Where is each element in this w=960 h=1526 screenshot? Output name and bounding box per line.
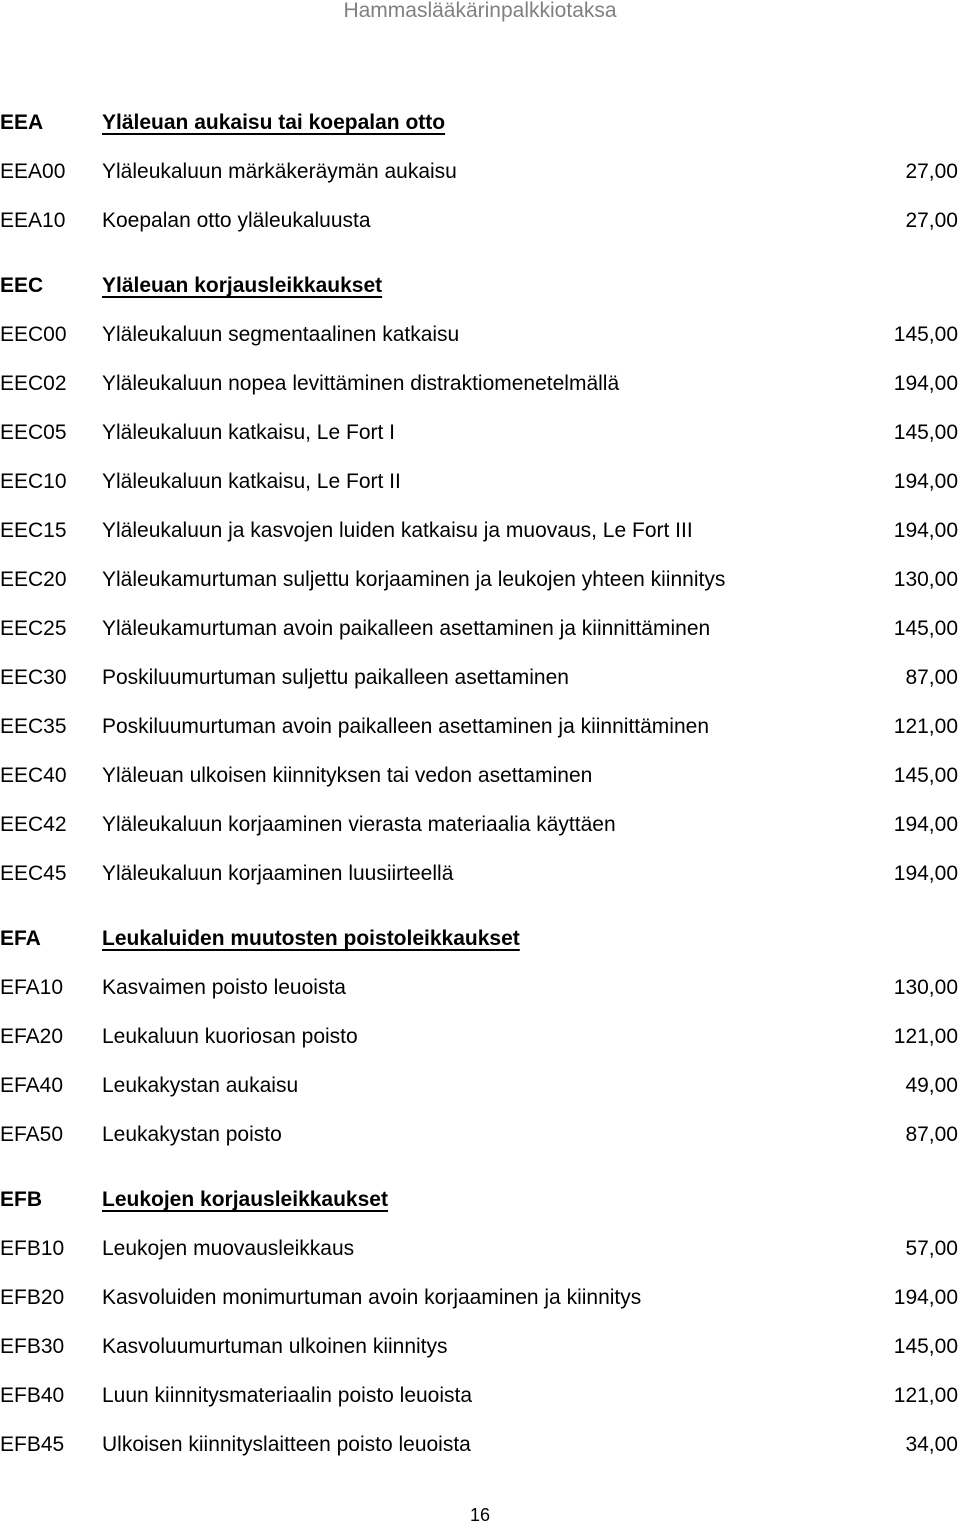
procedure-price: 145,00 [893,764,958,787]
procedure-description: Ulkoisen kiinnityslaitteen poisto leuoista [102,1433,471,1456]
procedure-description: Poskiluumurtuman suljettu paikalleen asettaminen [102,666,569,689]
procedure-price: 145,00 [893,421,958,444]
procedure-price: 145,00 [893,323,958,346]
fee-row [0,800,960,849]
procedure-price: 27,00 [905,160,958,183]
procedure-price: 34,00 [905,1433,958,1456]
procedure-description: Yläleukaluun katkaisu, Le Fort II [102,470,401,493]
procedure-code: EEC42 [0,813,67,836]
procedure-description: Yläleukaluun nopea levittäminen distraktiomenetelmällä [102,372,620,395]
section-heading [0,1175,960,1224]
section-efa [0,914,960,1159]
procedure-description: Leukojen muovausleikkaus [102,1237,355,1260]
procedure-description: Yläleukaluun märkäkeräymän aukaisu [102,160,457,183]
section-code: EFA [0,927,41,950]
page-number: 16 [469,1505,491,1525]
procedure-price: 57,00 [905,1237,958,1260]
procedure-code: EEC35 [0,715,67,738]
procedure-description: Kasvaimen poisto leuoista [102,976,346,999]
section-heading [0,261,960,310]
fee-row [0,702,960,751]
procedure-description: Yläleukaluun korjaaminen luusiirteellä [102,862,454,885]
fee-row [0,1420,960,1469]
procedure-description: Luun kiinnitysmateriaalin poisto leuoista [102,1384,473,1407]
procedure-price: 87,00 [905,666,958,689]
fee-row [0,1061,960,1110]
procedure-description: Yläleuan ulkoisen kiinnityksen tai vedon asettaminen [102,764,593,787]
procedure-price: 130,00 [893,568,958,591]
procedure-price: 145,00 [893,617,958,640]
fee-row [0,1273,960,1322]
section-eec [0,261,960,898]
procedure-price: 194,00 [893,862,958,885]
procedure-description: Yläleukamurtuman suljettu korjaaminen ja leukojen yhteen kiinnitys [102,568,726,591]
procedure-code: EEC40 [0,764,67,787]
procedure-description: Yläleukaluun katkaisu, Le Fort I [102,421,395,444]
section-code: EEA [0,111,44,134]
procedure-description: Yläleukaluun ja kasvojen luiden katkaisu ja muovaus, Le Fort III [102,519,693,542]
fee-row [0,147,960,196]
fee-row [0,555,960,604]
procedure-code: EEC30 [0,666,67,689]
procedure-code: EEC02 [0,372,67,395]
procedure-code: EEC20 [0,568,67,591]
fee-row [0,310,960,359]
fee-row [0,653,960,702]
procedure-code: EFA50 [0,1123,64,1146]
procedure-price: 49,00 [905,1074,958,1097]
procedure-price: 194,00 [893,372,958,395]
procedure-description: Koepalan otto yläleukaluusta [102,209,371,232]
fee-row [0,359,960,408]
procedure-description: Leukakystan poisto [102,1123,282,1146]
fee-row [0,963,960,1012]
procedure-price: 194,00 [893,519,958,542]
procedure-price: 121,00 [893,1025,958,1048]
fee-row [0,604,960,653]
section-heading [0,98,960,147]
section-code: EFB [0,1188,42,1211]
procedure-code: EFA20 [0,1025,64,1048]
section-title: Leukaluiden muutosten poistoleikkaukset [102,927,520,950]
procedure-price: 194,00 [893,813,958,836]
procedure-description: Yläleukaluun segmentaalinen katkaisu [102,323,460,346]
procedure-price: 130,00 [893,976,958,999]
section-efb [0,1175,960,1469]
procedure-price: 27,00 [905,209,958,232]
fee-row [0,1371,960,1420]
procedure-code: EFB30 [0,1335,65,1358]
procedure-description: Yläleukamurtuman avoin paikalleen asettaminen ja kiinnittäminen [102,617,711,640]
section-title: Yläleuan aukaisu tai koepalan otto [102,111,446,134]
procedure-code: EEA10 [0,209,66,232]
section-eea [0,98,960,245]
fee-row [0,1012,960,1061]
fee-row [0,408,960,457]
procedure-description: Kasvoluiden monimurtuman avoin korjaaminen ja kiinnitys [102,1286,642,1309]
section-code: EEC [0,274,44,297]
procedure-price: 194,00 [893,470,958,493]
procedure-code: EFB10 [0,1237,65,1260]
procedure-code: EFA40 [0,1074,64,1097]
fee-row [0,196,960,245]
procedure-description: Leukaluun kuoriosan poisto [102,1025,358,1048]
fee-row [0,1110,960,1159]
section-title: Yläleuan korjausleikkaukset [102,274,383,297]
procedure-code: EEA00 [0,160,66,183]
procedure-code: EFB20 [0,1286,65,1309]
procedure-price: 121,00 [893,1384,958,1407]
running-header: Hammaslääkärinpalkkiotaksa [343,0,617,22]
procedure-code: EEC00 [0,323,67,346]
procedure-description: Yläleukaluun korjaaminen vierasta materiaalia käyttäen [102,813,616,836]
procedure-code: EFB45 [0,1433,65,1456]
procedure-code: EFB40 [0,1384,65,1407]
procedure-description: Poskiluumurtuman avoin paikalleen asettaminen ja kiinnittäminen [102,715,710,738]
fee-schedule-page [0,98,960,1469]
fee-row [0,1322,960,1371]
procedure-description: Kasvoluumurtuman ulkoinen kiinnitys [102,1335,448,1358]
procedure-code: EEC05 [0,421,67,444]
procedure-price: 194,00 [893,1286,958,1309]
procedure-code: EEC45 [0,862,67,885]
procedure-price: 87,00 [905,1123,958,1146]
section-title: Leukojen korjausleikkaukset [102,1188,388,1211]
procedure-description: Leukakystan aukaisu [102,1074,299,1097]
procedure-code: EEC15 [0,519,67,542]
procedure-code: EEC25 [0,617,67,640]
fee-row [0,849,960,898]
procedure-price: 121,00 [893,715,958,738]
procedure-code: EEC10 [0,470,67,493]
procedure-code: EFA10 [0,976,64,999]
fee-row [0,751,960,800]
fee-row [0,457,960,506]
section-heading [0,914,960,963]
fee-row [0,1224,960,1273]
procedure-price: 145,00 [893,1335,958,1358]
fee-row [0,506,960,555]
